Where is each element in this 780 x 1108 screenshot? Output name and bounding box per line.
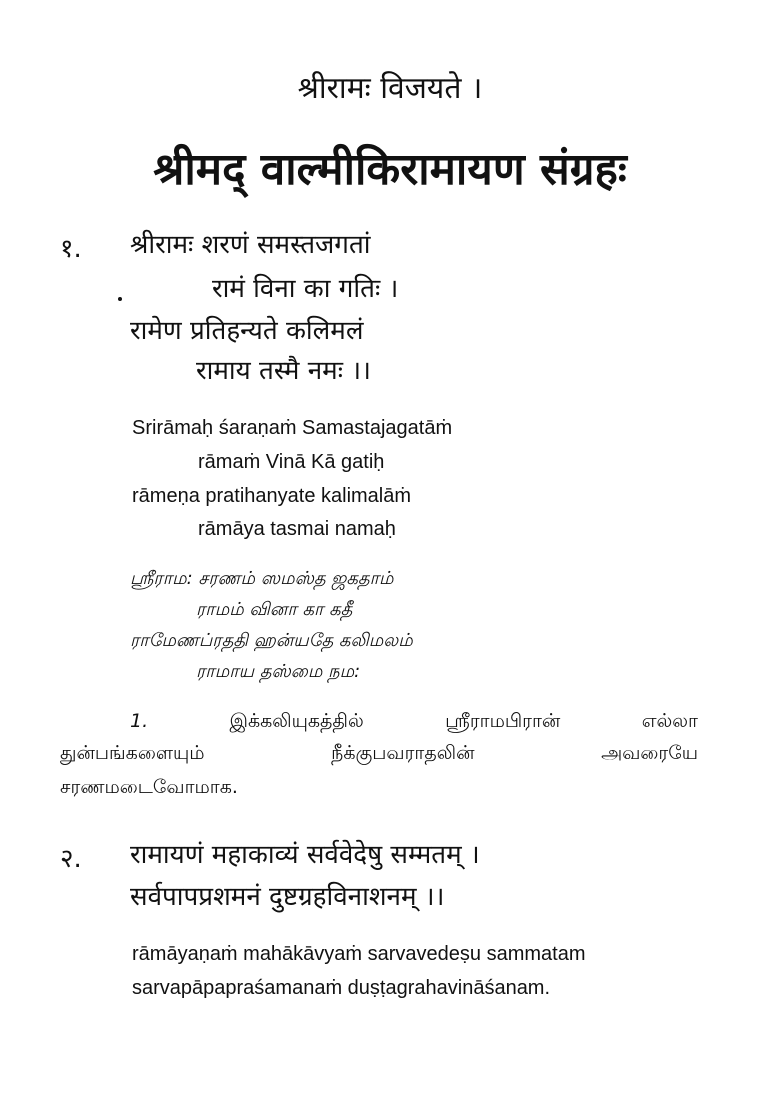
meaning-word: ஸ்ரீராமபிரான் <box>445 710 561 732</box>
meaning-word: துன்பங்களையும் <box>60 742 205 764</box>
meaning-word: அவரையே <box>601 742 698 764</box>
sanskrit-line: रामायणं महाकाव्यं सर्ववेदेषु सम्मतम् । <box>130 840 480 870</box>
sanskrit-line: सर्वपापप्रशमनं दुष्टग्रहविनाशनम् ।। <box>130 882 445 912</box>
transliteration-line: rāmeṇa pratihanyate kalimalāṁ <box>132 485 412 507</box>
meaning-word: இக்கலியுகத்தில் <box>229 710 364 732</box>
sanskrit-line: रामेण प्रतिहन्यते कलिमलं <box>130 316 364 346</box>
tamil-transliteration-line: ராமேணப்ரததி ஹன்யதே கலிமலம் <box>130 630 413 651</box>
tamil-transliteration-line: ராமாய தஸ்மை நம: <box>196 661 361 682</box>
meaning-line: சரணமடைவோமாக. <box>60 776 238 798</box>
verse-number: २. <box>60 844 82 874</box>
meaning-line <box>60 744 698 763</box>
page-title: श्रीमद् वाल्मीकिरामायण संग्रहः <box>153 144 627 195</box>
stray-dot-mark <box>118 297 122 301</box>
sanskrit-line: श्रीरामः शरणं समस्तजगतां <box>130 230 371 260</box>
verse-number: १. <box>60 234 82 264</box>
transliteration-line: rāmaṁ Vinā Kā gatiḥ <box>198 451 385 473</box>
transliteration-line: Srirāmaḥ śaraṇaṁ Samastajagatāṁ <box>132 417 453 439</box>
transliteration-line: rāmāya tasmai namaḥ <box>198 518 396 540</box>
tamil-transliteration-line: ஸ்ரீராம: சரணம் ஸமஸ்த ஜகதாம் <box>130 568 394 589</box>
meaning-number: 1. <box>130 710 149 732</box>
transliteration-line: rāmāyaṇaṁ mahākāvyaṁ sarvavedeṣu sammatam <box>132 943 586 965</box>
meaning-line <box>130 712 698 731</box>
meaning-word: எல்லா <box>641 710 698 732</box>
transliteration-line: sarvapāpapraśamanaṁ duṣṭagrahavināśanam. <box>132 977 551 999</box>
meaning-word: நீக்குபவராதலின் <box>331 742 475 764</box>
sanskrit-line: रामाय तस्मै नमः ।। <box>196 356 371 386</box>
sanskrit-line: रामं विना का गतिः । <box>212 274 399 304</box>
tamil-transliteration-line: ராமம் வினா கா கதீ <box>196 599 353 620</box>
invocation-heading: श्रीरामः विजयते । <box>297 71 483 106</box>
